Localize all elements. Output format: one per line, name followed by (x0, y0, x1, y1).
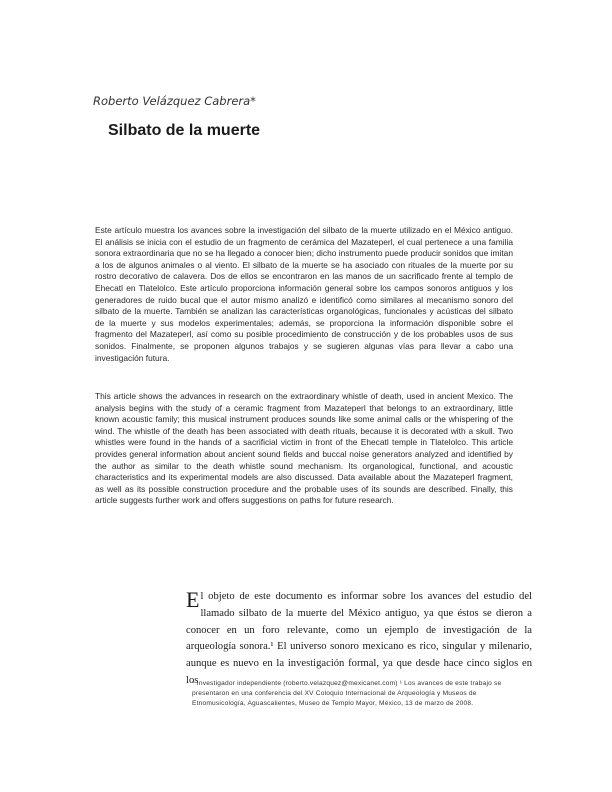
body-paragraph-text: l objeto de este documento es informar sobre los avances del estudio del llamado silbato de la muerte del México antiguo, ya que éstos se dieron a conocer en un foro relevante, como un ejemplo de investigación de la arqueología sonora.¹ El universo sonoro mexicano es rico, singular y milenario, aunque es nuevo en la investigación formal, ya que desde hace cinco siglos en los (186, 591, 532, 686)
author-name: Roberto Velázquez Cabrera* (93, 94, 256, 108)
article-title: Silbato de la muerte (108, 122, 261, 139)
footnote: * Investigador independiente (roberto.velazquez@mexicanet.com) ¹ Los avances de este trabajo se presentaron en una conferencia del XV Coloquio Internacional de Arqueología y Museos de Etnomusicología, Aguascalientes, Museo de Templo Mayor, México, 13 de marzo de 2008. (192, 680, 502, 707)
abstract-english: This article shows the advances in research on the extraordinary whistle of death, used in ancient Mexico. The analysis begins with the study of a ceramic fragment from Mazateperl that belongs to an extraordinary, little known acoustic family; this musical instrument produces sounds like some animal calls or the whispering of the wind. The whistle of the death has been associated with death rituals, because it is decorated with a skull. Two whistles were found in the hands of a sacrificial victim in front of the Ehecatl temple in Tlatelolco. This article provides general information about ancient sound fields and buccal noise generators analyzed and identified by the author as similar to the death whistle sound mechanism. Its organological, functional, and acoustic characteristics and its experimental models are also discussed. Data available about the Mazateperl fragment, as well as its possible construction procedure and the probable uses of its sounds are described. Finally, this article suggests further work and offers suggestions on paths for future research. (95, 391, 513, 506)
body-paragraph (186, 589, 532, 690)
abstract-spanish: Este artículo muestra los avances sobre la investigación del silbato de la muerte utilizado en el México antiguo. El análisis se inicia con el estudio de un fragmento de cerámica del Mazateperl, el cual pertenece a una familia sonora extraordinaria que no se ha llegado a conocer bien; dicho instrumento puede producir sonidos que imitan a los de algunos animales o al viento. El silbato de la muerte se ha asociado con rituales de la muerte por su rostro decorativo de calavera. Dos de ellos se encontraron en las manos de un sacrificado frente al templo de Ehecatl en Tlatelolco. Este artículo proporciona información general sobre los campos sonoros antiguos y los generadores de ruido bucal que el autor mismo analizó e identificó como similares al mecanismo sonoro del silbato de la muerte. También se analizan las características organológicas, funcionales y acústicas del silbato de la muerte y sus modelos experimentales; además, se proporciona la información disponible sobre el fragmento del Mazateperl, así como su posible procedimiento de construcción y de los probables usos de sus sonidos. Finalmente, se proponen algunos trabajos y se sugieren algunas vías para llevar a cabo una investigación futura. (95, 225, 513, 363)
drop-cap: E (186, 587, 200, 612)
